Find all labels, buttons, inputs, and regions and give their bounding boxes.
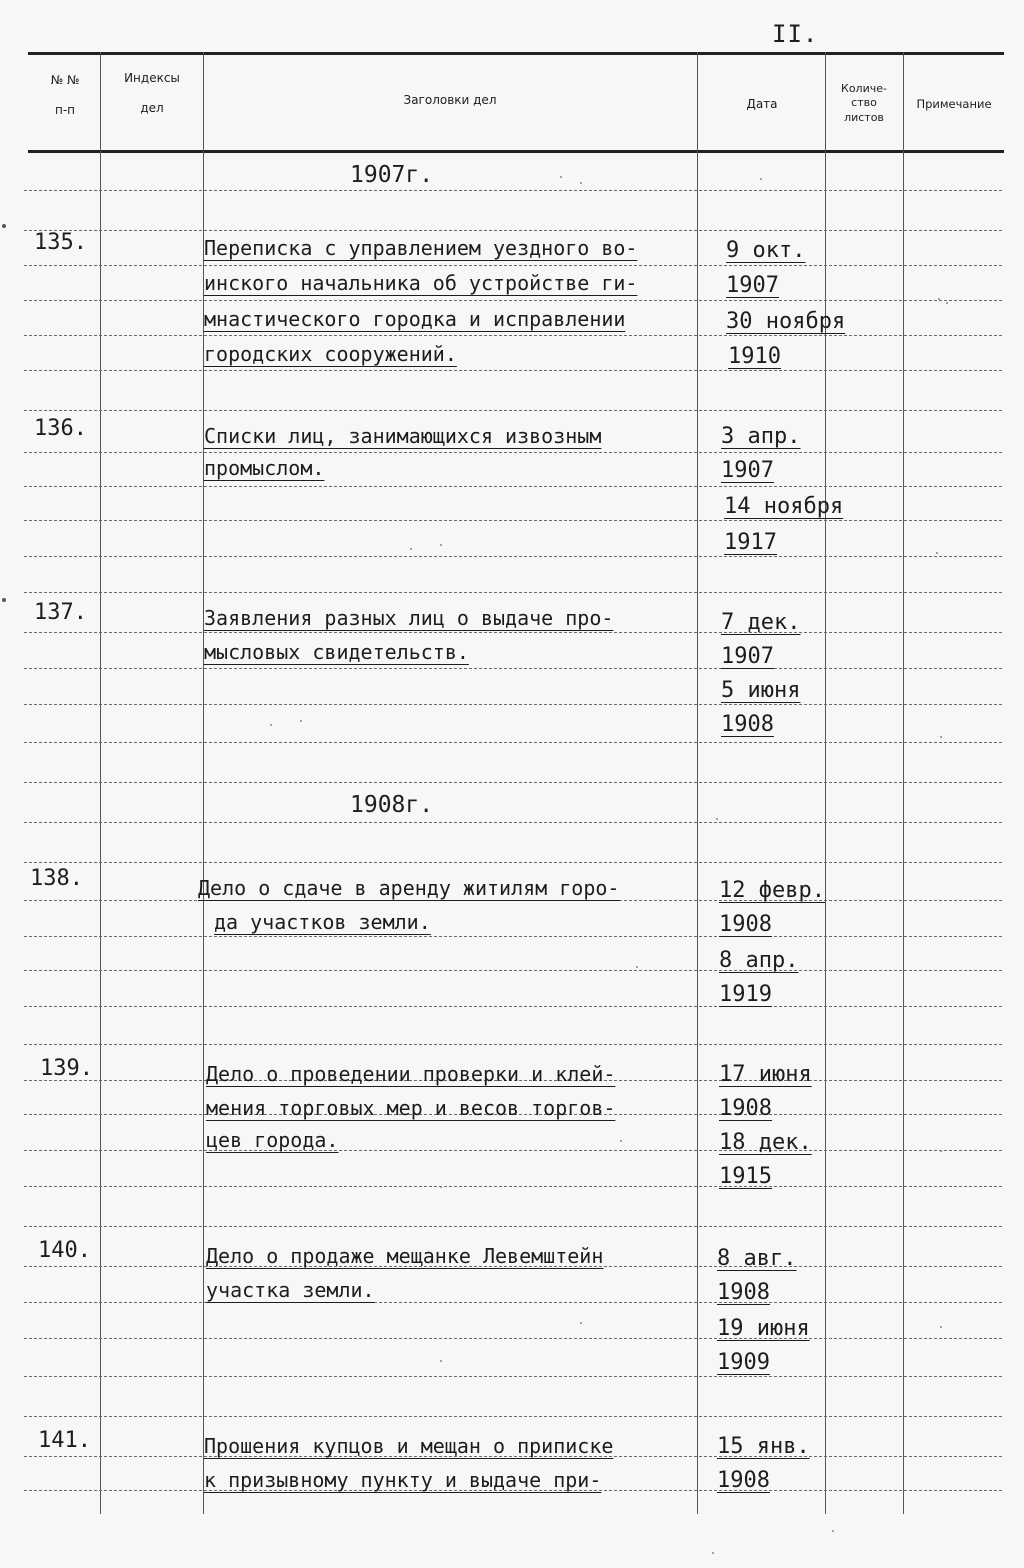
entry-number: 137. bbox=[34, 600, 87, 625]
ruled-line bbox=[24, 335, 1002, 336]
scan-speck bbox=[938, 298, 940, 300]
ruled-line bbox=[24, 782, 1002, 783]
ruled-line bbox=[24, 230, 1002, 231]
ruled-line bbox=[24, 520, 1002, 521]
entry-date-line: 15 янв. bbox=[717, 1434, 810, 1459]
entry-number: 135. bbox=[34, 230, 87, 255]
entry-title-line: цев города. bbox=[206, 1128, 339, 1152]
entry-date-line: 1915 bbox=[719, 1164, 772, 1189]
scan-speck bbox=[940, 1326, 942, 1328]
entry-date-line: 1919 bbox=[719, 982, 772, 1007]
scan-speck bbox=[832, 1530, 834, 1532]
entry-date-line: 8 авг. bbox=[717, 1246, 797, 1271]
entry-date-line: 1908 bbox=[719, 1096, 772, 1121]
entry-date-line: 1908 bbox=[721, 712, 774, 737]
entry-date-line: 19 июня bbox=[717, 1316, 810, 1341]
entry-date-line: 1917 bbox=[724, 530, 777, 555]
header-index-bottom: дел bbox=[140, 101, 164, 116]
header-number bbox=[30, 72, 100, 118]
scan-speck bbox=[620, 1140, 622, 1142]
header-titles: Заголовки дел bbox=[403, 93, 497, 107]
scan-speck bbox=[940, 1150, 942, 1152]
scan-speck bbox=[712, 1552, 714, 1554]
entry-date-line: 7 дек. bbox=[721, 610, 801, 635]
scan-speck bbox=[936, 552, 938, 554]
year-heading: 1908г. bbox=[350, 792, 434, 818]
ruled-line bbox=[24, 1376, 1002, 1377]
scan-speck bbox=[300, 720, 302, 722]
entry-date-line: 1908 bbox=[717, 1468, 770, 1493]
scan-speck bbox=[760, 178, 762, 180]
entry-date-line: 17 июня bbox=[719, 1062, 812, 1087]
header-number-bottom: п-п bbox=[54, 103, 76, 118]
ruled-line bbox=[24, 410, 1002, 411]
entry-title-line: Дело о сдаче в аренду житилям горо- bbox=[198, 876, 620, 900]
header-sheets-2: ство bbox=[851, 96, 877, 110]
scan-speck bbox=[410, 548, 412, 550]
entry-title-line: Дело о проведении проверки и клей- bbox=[206, 1062, 616, 1086]
entry-date-line: 1907 bbox=[721, 644, 774, 669]
year-heading: 1907г. bbox=[350, 162, 434, 188]
scan-speck bbox=[440, 544, 442, 546]
ruled-line bbox=[24, 742, 1002, 743]
ruled-line bbox=[24, 668, 1002, 669]
header-number-top: № № bbox=[50, 73, 80, 87]
header-index-top: Индексы bbox=[124, 71, 180, 85]
entry-title-line: участка земли. bbox=[206, 1278, 375, 1302]
ruled-line bbox=[24, 1044, 1002, 1045]
column-rule bbox=[903, 52, 904, 1514]
entry-title-line: мнастического городка и исправлении bbox=[204, 307, 626, 331]
scan-speck bbox=[940, 736, 942, 738]
scan-speck bbox=[580, 1322, 582, 1324]
entry-date-line: 1910 bbox=[728, 344, 781, 369]
ruled-line bbox=[24, 900, 1002, 901]
entry-title-line: к призывному пункту и выдаче при- bbox=[204, 1468, 602, 1492]
ruled-line bbox=[24, 1338, 1002, 1339]
header-date: Дата bbox=[746, 97, 778, 111]
header-sheets-1: Количе- bbox=[841, 82, 887, 95]
ruled-line bbox=[24, 592, 1002, 593]
entry-number: 140. bbox=[38, 1238, 91, 1263]
entry-number: 138. bbox=[30, 866, 83, 891]
header-note: Примечание bbox=[916, 97, 992, 111]
header-index bbox=[102, 70, 202, 116]
page-number: II. bbox=[772, 20, 819, 48]
scan-speck bbox=[580, 182, 582, 184]
entry-date-line: 1908 bbox=[719, 912, 772, 937]
entry-title-line: промыслом. bbox=[204, 456, 325, 480]
ruled-line bbox=[24, 1226, 1002, 1227]
entry-date-line: 5 июня bbox=[721, 678, 801, 703]
entry-date-line: 12 февр. bbox=[719, 878, 825, 903]
ruled-line bbox=[24, 632, 1002, 633]
ruled-line bbox=[24, 1150, 1002, 1151]
ruled-line bbox=[24, 970, 1002, 971]
entry-number: 136. bbox=[34, 416, 87, 441]
scan-speck bbox=[270, 724, 272, 726]
scan-speck bbox=[560, 176, 562, 178]
scan-speck bbox=[716, 818, 718, 820]
ruled-line bbox=[24, 265, 1002, 266]
ruled-line bbox=[24, 1416, 1002, 1417]
entry-title-line: мысловых свидетельств. bbox=[204, 640, 469, 664]
ruled-line bbox=[24, 704, 1002, 705]
scan-speck bbox=[946, 302, 948, 304]
entry-title-line: Заявления разных лиц о выдаче про- bbox=[204, 606, 614, 630]
scan-speck bbox=[440, 1360, 442, 1362]
entry-title-line: Прошения купцов и мещан о приписке bbox=[204, 1434, 614, 1458]
ruled-line bbox=[24, 862, 1002, 863]
ruled-line bbox=[24, 300, 1002, 301]
entry-number: 141. bbox=[38, 1428, 91, 1453]
entry-title-line: мения торговых мер и весов торгов- bbox=[206, 1096, 616, 1120]
entry-date-line: 1909 bbox=[717, 1350, 770, 1375]
header-sheets-3: листов bbox=[844, 110, 884, 124]
ruled-line bbox=[24, 822, 1002, 823]
entry-title-line: Переписка с управлением уездного во- bbox=[204, 236, 638, 260]
entry-date-line: 14 ноября bbox=[724, 494, 844, 519]
entry-title-line: городских сооружений. bbox=[204, 342, 457, 366]
scan-speck bbox=[636, 966, 638, 968]
ruled-line bbox=[24, 1186, 1002, 1187]
entry-date-line: 1907 bbox=[726, 273, 779, 298]
column-rule bbox=[100, 52, 101, 1514]
ruled-line bbox=[24, 190, 1002, 191]
entry-date-line: 1907 bbox=[721, 458, 774, 483]
ruled-line bbox=[24, 486, 1002, 487]
ruled-line bbox=[24, 556, 1002, 557]
ruled-line bbox=[24, 936, 1002, 937]
entry-date-line: 3 апр. bbox=[721, 424, 801, 449]
ruled-line bbox=[24, 452, 1002, 453]
scan-speck bbox=[440, 1186, 442, 1188]
ruled-line bbox=[24, 1006, 1002, 1007]
entry-date-line: 18 дек. bbox=[719, 1130, 812, 1155]
header-sheets bbox=[826, 82, 902, 125]
header-top-rule bbox=[28, 52, 1004, 55]
entry-title-line: Списки лиц, занимающихся извозным bbox=[204, 424, 602, 448]
entry-date-line: 8 апр. bbox=[719, 948, 799, 973]
entry-title-line: инского начальника об устройстве ги- bbox=[204, 271, 638, 295]
column-rule bbox=[697, 52, 698, 1514]
entry-date-line: 30 ноября bbox=[726, 309, 846, 334]
entry-date-line: 9 окт. bbox=[726, 238, 806, 263]
ruled-line bbox=[24, 1302, 1002, 1303]
header-bottom-rule bbox=[28, 150, 1004, 153]
scan-speck bbox=[2, 224, 6, 228]
column-rule bbox=[825, 52, 826, 1514]
ruled-line bbox=[24, 370, 1002, 371]
entry-number: 139. bbox=[40, 1056, 93, 1081]
entry-date-line: 1908 bbox=[717, 1280, 770, 1305]
entry-title-line: Дело о продаже мещанке Левемштейн bbox=[206, 1244, 604, 1268]
entry-title-line: да участков земли. bbox=[214, 910, 431, 934]
scan-speck bbox=[2, 598, 6, 602]
